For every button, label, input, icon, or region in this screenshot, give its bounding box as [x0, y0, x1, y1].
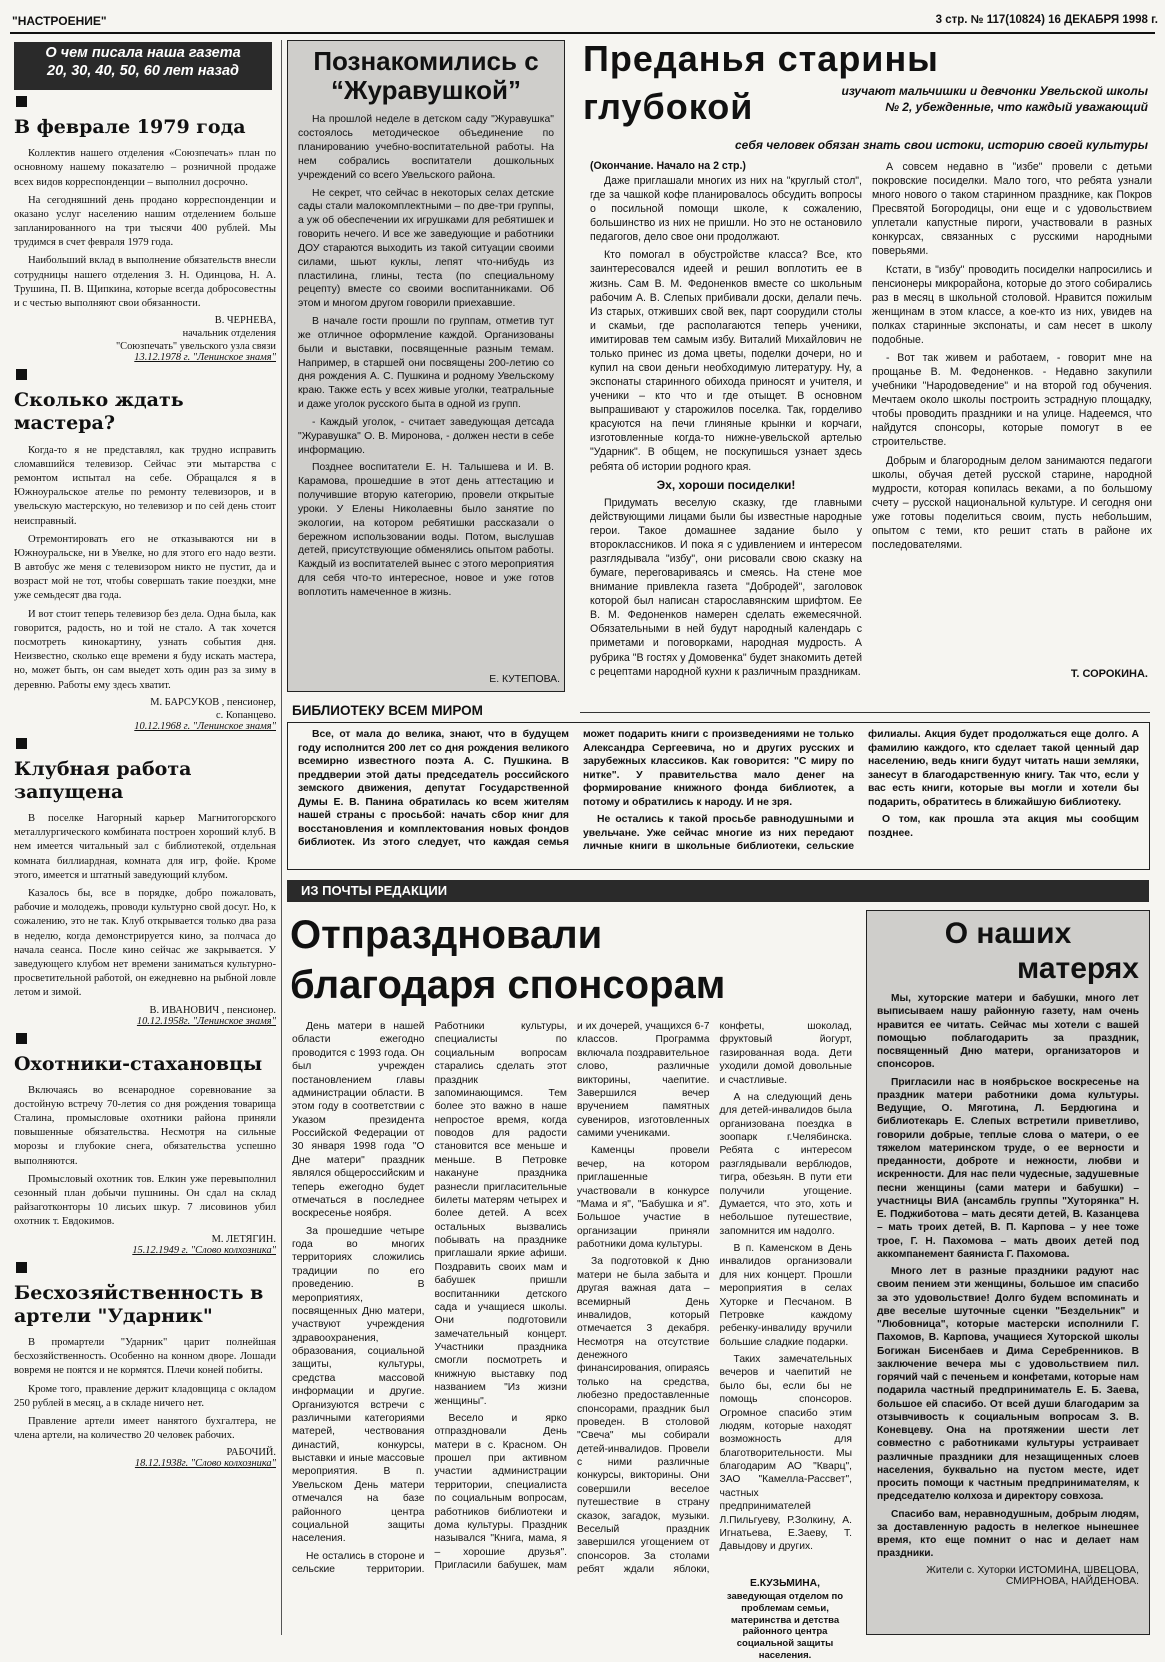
history-paragraph: В поселке Нагорный карьер Магнитогорского металлургического комбината построен хороший клуб. В нем имеется читальный зал с библиотекой, отдельная комната биллиардная, комната для игр, фойе. Кроме этого, имеется и штатный заведующий клубом.	[14, 813, 276, 881]
left-column-divider	[281, 40, 282, 1635]
mothers-paragraph: Пригласили нас в ноябрьское воскресенье на праздник матери работники дома культуры. Ведущие, О. Мяготина, Л. Бердюгина и библиотекарь Е. Слепых встретили приветливо, говорили добрые, теплые слова о матери, о ее тяжелом материнском труде, о ее верности и преданности, доброте и нежности, любви и искренности. Для нас пели чудесные, задушевные песни женщины (сами матери и бабушки) – участницы ВИА (ансамбль группы "Хуторянка" Н. Е. Поджиботова – мать десяти детей, В. Казанцева – мать троих детей, В. П. Карпова – у нее тоже трое, Г. Н. Пахомова – мать двоих детей под аккомпанемент баяниста Г. Пахомова.	[877, 1076, 1139, 1260]
sponsors-paragraph: Каменцы провели вечер, на котором приглашенные участвовали в конкурсе "Мама и я", "Бабушка и я". Большое участие в организации приняли работники дома культуры.	[577, 1145, 710, 1250]
history-item	[14, 1033, 276, 1256]
history-item-title: Охотники-стахановцы	[14, 1052, 263, 1075]
history-paragraph: Казалось бы, все в порядке, добро пожаловать, рабочие и молодежь, проводи культурно свой досуг. Но, к сожалению, это не так. Клуб открывается только два раза в неделю, когда демонстрируется кино, за полчаса до начала сеанса. После кино сейчас же закрывается. У заведующего клубом нет времени заниматься культурно-просветительной работой, он ежедневно на рыбной ловле летом и зимой.	[14, 888, 276, 999]
library-title: БИБЛИОТЕКУ ВСЕМ МИРОМ	[292, 703, 483, 718]
history-paragraph: Коллектив нашего отделения «Союзпечать» план по основному нашему показателю – розничной продаже всех видов корреспонденции – выполнил досрочно.	[14, 148, 276, 188]
traditions-paragraph: Кстати, в "избу" проводить посиделки напросились и пенсионеры микрорайона, которые до этого собирались раз в месяц в школьной столовой. Нравится пожилым женщинам в этом классе, а кое-кто из них, увидев на полках старинные экспонаты, и сам несет в школу подобные.	[872, 263, 1152, 346]
history-signature: В. ЧЕРНЕВА,	[214, 315, 276, 327]
zhuravushka-author: Е. КУТЕПОВА.	[420, 674, 560, 685]
mail-section-bar	[287, 880, 1149, 902]
history-source: 13.12.1978 г. "Ленинское знамя"	[134, 352, 276, 364]
history-rubric	[14, 42, 272, 90]
history-paragraph: Кроме того, правление держит кладовщица с окладом 250 рублей в месяц, а в складе ничего нет.	[14, 1383, 276, 1409]
history-source: 10.12.1968 г. "Ленинское знамя"	[134, 720, 276, 732]
history-item	[14, 738, 276, 1027]
zhuravushka-title-line1: Познакомились с	[313, 46, 539, 76]
masthead-rule	[10, 32, 1155, 34]
square-bullet-icon	[16, 1262, 27, 1273]
zhuravushka-paragraph: Не секрет, что сейчас в некоторых селах детские сады стали малокомплектными – по две-три группы, а уж об обеспечении их игрушками для ребятишек и говорить нечего. И все же заведующие и работники ДОУ стараются выходить из такой ситуации своими силами, шьют куклы, лепят что-нибудь из пластилина, глины, теста (по специальному рецепту) вместе со своими воспитанниками. Об этом и многом другом говорили приехавшие.	[298, 187, 554, 310]
history-paragraph: Наибольший вклад в выполнение обязательств внесли сотрудницы нашего отделения З. Н. Одинцова, Н. А. Трушина, П. В. Щипкина, которые всегда добросовестны и с честью выполняют свои обязанности.	[14, 255, 276, 310]
sponsors-paragraph: День матери в нашей области ежегодно проводится с 1993 года. Он был учрежден постановлением главы администрации области. В этом году в соответствии с Указом президента Российской Федерации от 30 января 1998 года "О Дне матери" праздник являлся общероссийским и теперь ежегодно будет отмечаться в последнее воскресенье ноября.	[292, 1021, 425, 1220]
section-name: "НАСТРОЕНИЕ"	[12, 14, 107, 28]
sponsors-paragraph: В п. Каменском в День инвалидов организовали для них концерт. Прошли мероприятия в селах Хуторке и Песчаном. В Петровке каждому ребенку-инвалиду вручили большие сладкие подарки.	[719, 1243, 852, 1348]
sponsors-paragraph: За прошедшие четыре года во многих территориях сложились традиции по его проведению. В мероприятиях, посвященных Дню матери, участвуют учреждения здравоохранения, образования, социальной защиты, культуры, средства массовой информации и другие. Организуются встречи с различными категориями матерей, чествования династий, конкурсы, выставки и иные массовые мероприятия. В п. Увельском День матери отмечался на базе районного центра социальной защиты населения.	[292, 1225, 425, 1545]
history-paragraph: Включаясь во всенародное соревнование за достойную встречу 70-летия со дня рождения товарища Сталина, промысловые охотники района приняли повышенные обязательства. Несмотря на сильные морозы и глубокие снега, обязательства успешно выполняются.	[14, 1084, 276, 1167]
history-item-title: Клубная работа запущена	[14, 757, 192, 803]
sponsors-body	[292, 1020, 852, 1580]
zhuravushka-paragraph: На прошлой неделе в детском саду "Журавушка" состоялось методическое объединение по планированию учебно-воспитательной работы. На нем собрались воспитатели дошкольных учреждений со всего Увельского района.	[298, 114, 554, 181]
library-paragraph: Не остались к такой просьбе равнодушными и увельчане. Уже сейчас многие из них передают личные книги в школьные библиотеки, сельские филиалы. Акция будет продолжаться еще долго. А фамилию каждого, кто сделает такой ценный дар населению, ведь книги будут читать наши земляки, занесут в благодарственную книгу. Так что, если у вас есть книги, которые вы могли и хотели бы подарить, обратитесь в ближайшую библиотеку.	[583, 729, 1139, 853]
history-item	[14, 1262, 276, 1470]
history-signature: М. БАРСУКОВ , пенсионер,	[150, 696, 276, 708]
square-bullet-icon	[16, 1033, 27, 1044]
traditions-subtitle-1: изучают мальчишки и девчонки Увельской школы № 2, убежденные, что каждый уважающий	[841, 84, 1148, 114]
traditions-paragraph: Даже приглашали многих из них на "круглый стол", где за чашкой кофе планировалось обсудить вопросы о посильной помощи школе, к сожалению, большинство из них не пришли. Но это не остановило педагогов, дело свое они продолжают.	[590, 175, 862, 244]
issue-info: 3 стр. № 117(10824) 16 ДЕКАБРЯ 1998 г.	[935, 14, 1158, 26]
history-paragraph: Правление артели имеет нанятого бухгалтера, не члена артели, на количество 20 человек рабочих.	[14, 1415, 276, 1442]
library-article	[287, 722, 1150, 870]
traditions-continued-note: (Окончание. Начало на 2 стр.)	[590, 160, 746, 172]
mail-section-label: ИЗ ПОЧТЫ РЕДАКЦИИ	[301, 883, 448, 898]
sponsors-paragraph: Таких замечательных вечеров и чаепитий не было бы, если бы не помощь спонсоров. Огромное спасибо этим людям, которые находят возможность для благотворительности. Мы благодарим АО "Кварц", ЗАО "Камелла-Рассвет", частных предпринимателей Л.Пильгуеву, Р.Золкину, А. Игнатьева, Е.Заеву, Т. Давыдову и других.	[719, 1354, 852, 1553]
mothers-paragraph: Много лет в разные праздники радуют нас своим пением эти женщины, большое им спасибо за это удовольствие! Долго будем вспоминать и две веселые шуточные сценки "Бездельник" и "Любовница", которые мастерски исполнили Г. Пахомов, В. Карпова, учащиеся Хуторской школы Богижан Бисенбаев и Дима Серебренников. В заключение вечера мы с удовольствием пил. горячий чай с печеньем и конфетами, которые нам подарила частный предприниматель Е. Б. Заева, большое ей спасибо. От всей души благодарим за отзывчивость к социальным вопросам З. В. Коневцеву. Она на протяжении шести лет совместно с работниками культуры устраивает различные праздники для незащищенных слоев населения, буквально на пустом месте, идет просить помощи к частным предпринимателям, к председателю колхоза и директору совхоза.	[877, 1266, 1139, 1503]
sponsors-paragraph: За подготовкой к Дню матери не была забыта и другая важная дата – всемирный День инвалидов, который отмечается 3 декабря. Несмотря на отсутствие денежного финансирования, опираясь только на средства, любезно предоставленные спонсорами, праздник был проведен. В столовой "Свеча" мы собирали детей-инвалидов. Провели с ними различные конкурсы, викторины. Они совершили веселое путешествие в страну сказок, загадок, музыки. Веселый праздник завершился угощением от спонсоров. За столами ребят ждали яблоки, конфеты, шоколад, фруктовый йогурт, газированная вода. Дети уходили домой довольные и счастливые.	[577, 1021, 852, 1575]
traditions-paragraph: Добрым и благородным делом занимаются педагоги школы, обучая детей русской старине, народной мудрости, которая копилась веками, а по большому счету – русской национальной культуре. И сегодня они уже готовы поделиться своим, пусть небольшим, опытом с теми, кто решит стать в районе их последователями.	[872, 454, 1152, 552]
traditions-subtitle-2: себя человек обязан знать свои истоки, историю своей культуры	[734, 138, 1148, 152]
history-item-title: Бесхозяйственность в артели "Ударник"	[14, 1281, 264, 1327]
square-bullet-icon	[16, 96, 27, 107]
traditions-title-line1: Преданья старины	[583, 38, 939, 79]
history-item-title: Сколько ждать мастера?	[14, 389, 184, 435]
history-signature-place: с. Копанцево.	[216, 709, 276, 721]
zhuravushka-article	[287, 40, 565, 692]
history-paragraph: Промысловый охотник тов. Елкин уже перевыполнил сезонный план добычи пушнины. Он сдал на склад райзаготконторы 10 лисьих шкур. 7 лисовинов убил охотник т. Евдокимов.	[14, 1173, 276, 1228]
history-rubric-line1: О чем писала наша газета	[45, 45, 241, 61]
history-signature-role: начальник отделения	[182, 328, 276, 340]
mothers-title-line2: матерях	[1017, 951, 1139, 985]
square-bullet-icon	[16, 738, 27, 749]
history-source: 10.12.1958г. "Ленинское знамя"	[136, 1015, 276, 1027]
history-paragraph: На сегодняшний день продано корреспонденции и оказано услуг населению нашим отделением больше запланированного на три тысячи 400 рублей. Мы трудимся в счет февраля 1979 года.	[14, 194, 276, 249]
history-item	[14, 96, 276, 363]
mothers-article	[866, 910, 1150, 1635]
mothers-author: Жители с. Хуторки ИСТОМИНА, ШВЕЦОВА, СМИРНОВА, НАЙДЕНОВА.	[926, 1564, 1139, 1587]
history-source: 18.12.1938г. "Слово колхозника"	[134, 1458, 276, 1470]
zhuravushka-title-line2: “Журавушкой”	[331, 74, 521, 105]
square-bullet-icon	[16, 369, 27, 380]
traditions-paragraph: Придумать веселую сказку, где главными действующими лицами были бы известные народные герои. Такое домашнее задание было у второклассников. И пока я с удивлением и интересом разглядывала "избу", они рисовали свою сказку на бумаге, переговариваясь и смеясь. На стене мое внимание привлекла газета "Добродей", заголовок которой был написан старославянским шрифтом. Ее В. М. Федоненков намерен сделать ежемесячной. Обязательными в ней будут народный календарь с приметами и поговорками, народная мудрость. А рубрика "В гостях у Домовенка" будет знакомить детей с рецептами народной кухни к различным праздникам.	[590, 496, 862, 678]
traditions-subhead: Эх, хороши посиделки!	[656, 477, 796, 492]
traditions-paragraph: А совсем недавно в "избе" провели с детьми покровские посиделки. Мало того, что ребята узнали много нового о таком старинном празднике, как Покров Пресвятой Богородицы, они еще и с удовольствием уплетали капустные пироги, участвовали в разных конкурсах, связанных с русскими народными поверьями.	[872, 161, 1152, 258]
traditions-col-2	[872, 160, 1152, 665]
library-paragraph: Все, от мала до велика, знают, что в будущем году исполнится 200 лет со дня рождения великого всемирно известного поэта А. С. Пушкина. В преддверии этой даты председатель российского земского движения, депутат Государственной Думы Е. В. Панина обратилась ко всем жителям нашей страны с просьбой: начать сбор книг для восстановления и комплектования новых фондов библиотек. Из этого следует, что каждая семья может подарить книги с произведениями не только Александра Сергеевича, но и других русских и зарубежных классиков. Как говорится: "С миру по нитке". У правительства мало денег на формирование книжного фонда библиотек, а потому и обратились к народу. И не зря.	[298, 729, 854, 849]
sponsors-author: Е.КУЗЬМИНА,	[750, 1578, 820, 1589]
zhuravushka-paragraph: Позднее воспитатели Е. Н. Талышева и И. В. Карамова, прошедшие в этот день аттестацию и получившие вторую категорию, провели открытые уроки. У Елены Николаевны было занятие по экологии, на котором ребятишки рассказали о бережном использовании воды. Потом, выслушав детей, присутствующие обменялись опытом работы. Каждый из воспитателей вынес с этого мероприятия для себя что-то интересное, новое и уже готов воплотить намеченное в жизнь.	[298, 462, 554, 598]
history-signature-org: "Союзпечать" увельского узла связи	[115, 341, 276, 353]
sponsors-signature	[716, 1578, 854, 1662]
mothers-title-line1: О наших	[944, 917, 1072, 950]
sponsors-title-line1: Отпраздновали	[290, 913, 603, 957]
traditions-paragraph: - Вот так живем и работаем, - говорит мне на прощанье В. М. Федоненков. - Недавно закупили учебники "Народоведение" и на второй год обучения. Мечтаем около школы построить эстрадную площадку, чтобы проводить праздники и на улице. Надеемся, что найдутся спонсоры, которые помогут в ее строительстве.	[872, 352, 1152, 449]
traditions-title-line2: глубокой	[583, 86, 754, 127]
mothers-paragraph: Мы, хуторские матери и бабушки, много лет выписываем нашу районную газету, нам очень нравится ее читать. Сейчас мы хотели с вашей помощью поблагодарить за праздник, посвященный Дню матери, организаторов и спонсоров.	[877, 993, 1139, 1071]
sponsors-title-line2: благодаря спонсорам	[290, 963, 726, 1007]
sponsors-paragraph: Весело и ярко отпраздновали День матери в с. Красном. Он прошел при активном участии администрации территории, специалиста по социальным вопросам, работников библиотеки и дома культуры. Праздник назывался "Книга, мама, я – хорошие друзья". Пригласили бабушек, мам и их дочерей, учащихся 6-7 классов. Программа включала поздравительное слово, различные викторины, чаепитие. Завершился вечер вручением памятных сувениров, изготовленных самими учениками.	[434, 1021, 710, 1571]
history-column	[14, 96, 276, 1636]
traditions-col-1	[590, 160, 862, 690]
mothers-paragraph: Спасибо вам, неравнодушным, добрым людям, за доставленную радость в нелегкое нынешнее время, кто еще помнит о нас и делает нам праздники.	[877, 1508, 1139, 1560]
sponsors-paragraph: А на следующий день для детей-инвалидов была организована поездка в зоопарк г.Челябинска. Ребята с интересом разглядывали верблюдов, тигра, обезьян. В пути ети получили угощение. Думается, что это, хоть и небольшое путешествие, запомнится им надолго.	[719, 1091, 852, 1237]
history-paragraph: В промартели "Ударник" царит полнейшая бесхозяйственность. Особенно на конном дворе. Лошади вовремя не поятся и не кормятся. Плечи коней побиты.	[14, 1336, 276, 1377]
traditions-paragraph: Кто помогал в обустройстве класса? Все, кто заинтересовался идеей и решил воплотить ее в жизнь. Сам В. М. Федоненков вместе со школьным рабочим А. В. Слепых прибивали доски, делали печь. Из старых, отживших свой век, парт соорудили столы и скамьи, где располагаются теперь ученики, имитировав тем самым избу. Виталий Михайлович не только принес из дома цветы, поделки дочери, но и купил на свои деньги необходимую литературу. Ну, а экспонаты старинного обихода приносят и учителя, и ученики – кто что и где отыщет. В основном выпрашивают у старожилов поселка. Так, горделиво красуются на печи глиняные крынки и корчаги, изготовленные когда-то нижне-увельской артелью "Ударник". В общем, не поскупишься узнает здесь ребята об истории родного края.	[590, 249, 862, 473]
history-item-title: В феврале 1979 года	[14, 116, 246, 138]
library-paragraph: О том, как прошла эта акция мы сообщим позднее.	[868, 814, 1139, 839]
history-signature: М. ЛЕТЯГИН.	[211, 1233, 276, 1245]
history-signature: В. ИВАНОВИЧ , пенсионер.	[149, 1004, 276, 1016]
history-signature: РАБОЧИЙ.	[226, 1447, 276, 1459]
zhuravushka-paragraph: В начале гости прошли по группам, отметив тут же отличное оформление каждой. Организованы были и выставки, посвященные разным темам. Например, в старшей они посвящены 200-летию со дня рождения А. С. Пушкина и родному Увельскому краю. Также есть у всех живые уголки, театральные и даже уголок русского быта в одной из групп.	[298, 316, 554, 411]
history-paragraph: Отремонтировать его не отказываются ни в Южноуральске, ни в Увелке, но для этого его надо везти. В автобус же меня с телевизором никто не пустит, да и возраст мой не тот, чтобы совершать такие поездки, мне уже семьдесят два года.	[14, 533, 276, 602]
sponsors-author-role: заведующая отделом по проблемам семьи, материнства и детства районного центра социальной защиты населения.	[726, 1590, 844, 1662]
history-paragraph: Когда-то я не представлял, как трудно исправить сломавшийся телевизор. Сейчас эти мытарства с ремонтом испытал на себе. Обращался я в Южноуральское ателье по ремонту телевизоров, и в увельскую мастерскую, но телевизор и по сей день стоит неисправный.	[14, 444, 276, 527]
history-item	[14, 369, 276, 732]
sponsors-paragraph: Не остались в стороне и сельские территории. Работники культуры, специалисты по социальным вопросам старались сделать этот праздник запоминающимся. Тем более это важно в наше непростое время, когда поводов для радости становится все меньше и меньше. В Петровке накануне праздника разнесли пригласительные билеты матерям четырех и более детей. А всех остальных вызвались побывать на празднике приглашали яркие афиши. Поздравить своих мам и бабушек пришли воспитанники детского сада и учащиеся школы. Они подготовили замечательный концерт. Участники праздника смогли посмотреть и книжную выставку под названием "Из жизни женщины".	[292, 1021, 567, 1575]
history-rubric-line2: 20, 30, 40, 50, 60 лет назад	[47, 63, 239, 79]
traditions-author: Т. СОРОКИНА.	[1070, 668, 1148, 680]
history-paragraph: И вот стоит теперь телевизор без дела. Одна была, как говорится, радость, но и той не стало. А так хочется посмотреть кинокартину, узнать события дня. Неизвестно, сколько еще времени я буду искать мастера, но, может быть, он сам выедет хоть один раз за зиму в деревню. Работы ему здесь хватит.	[14, 608, 276, 691]
zhuravushka-paragraph: - Каждый уголок, - считает заведующая детсада "Журавушка" О. В. Миронова, - должен нести в себе информацию.	[298, 416, 554, 456]
history-source: 15.12.1949 г. "Слово колхозника"	[132, 1244, 276, 1256]
library-title-rule	[580, 712, 1150, 713]
